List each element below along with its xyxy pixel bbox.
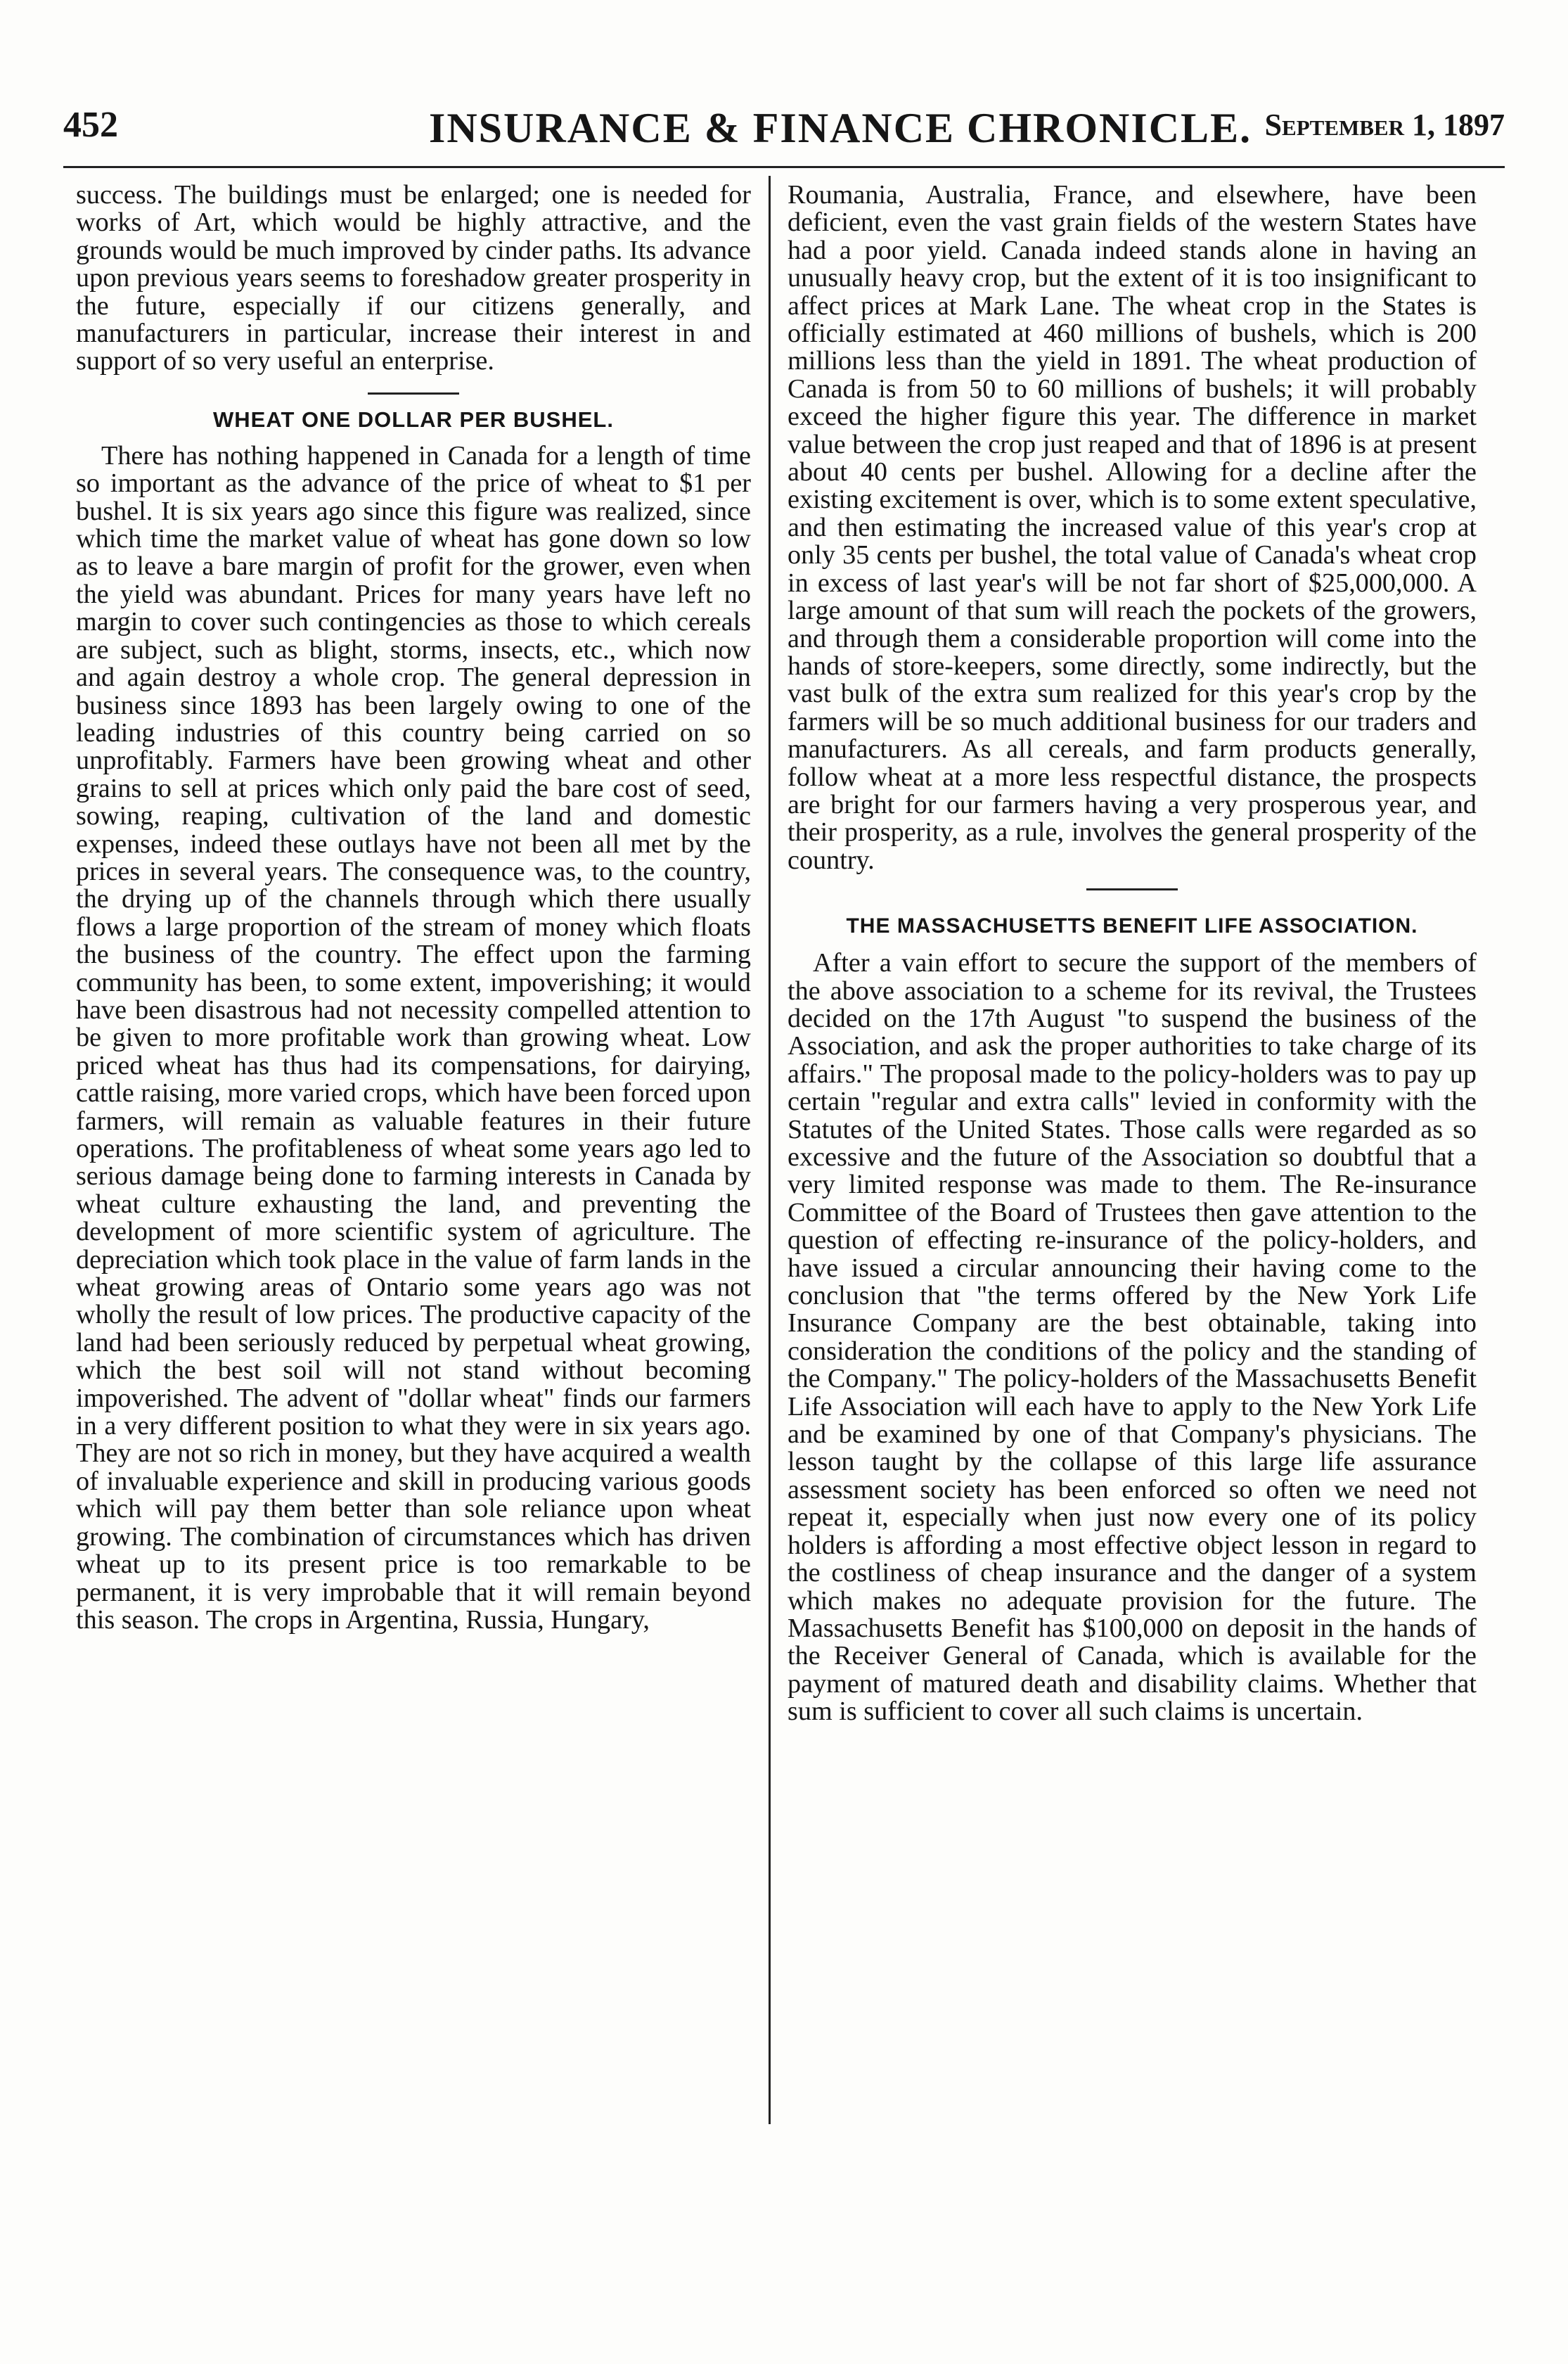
- article-heading-massachusetts: THE MASSACHUSETTS BENEFIT LIFE ASSOCIATION.: [846, 914, 1418, 938]
- right-column: [788, 181, 1477, 1726]
- issue-date: September 1, 1897: [1264, 108, 1505, 142]
- header-rule: [63, 166, 1505, 168]
- article-heading-wheat: WHEAT ONE DOLLAR PER BUSHEL.: [213, 407, 614, 432]
- continued-paragraph-right: Roumania, Australia, France, and elsewhere, have been deficient, even the vast grain fields of the western States have had a poor yield. Canada indeed stands alone in having an unusually heavy crop, but the extent of it is too insignificant to affect prices at Mark Lane. The wheat crop in the States is officially estimated at 460 millions of bushels, which is 200 millions less than the yield in 1891. The wheat production of Canada is from 50 to 60 millions of bushels; it will probably exceed the higher figure this year. The difference in market value between the crop just reaped and that of 1896 is at present about 40 cents per bushel. Allowing for a decline after the existing excitement is over, which is to some extent speculative, and then estimating the increased value of this year's crop at only 35 cents per bushel, the total value of Canada's wheat crop in excess of last year's will be not far short of $25,000,000. A large amount of that sum will reach the pockets of the growers, and through them a considerable proportion will come into the hands of store-keepers, some directly, some indirectly, but the vast bulk of the extra sum realized for this year's crop by the farmers will be so much additional business for our traders and manufacturers. As all cereals, and farm products generally, follow wheat at a more less respectful distance, the prospects are bright for our farmers having a very prosperous year, and their prosperity, as a rule, involves the general prosperity of the country.: [788, 180, 1477, 875]
- journal-title: INSURANCE & FINANCE CHRONICLE.: [429, 105, 1252, 151]
- page-number: 452: [63, 105, 118, 145]
- article-body-massachusetts: After a vain effort to secure the support of the members of the above association to a scheme for its revival, the Trustees decided on the 17th August "to suspend the business of the Association, and ask the proper authorities to take charge of its affairs." The proposal made to the policy-holders was to pay up certain "regular and extra calls" levied in conformity with the Statutes of the United States. Those calls were regarded as so excessive and the future of the Association so doubtful that a very limited response was made to them. The Re-insurance Committee of the Board of Trustees then gave attention to the question of effecting re-insurance of the policy-holders, and have issued a circular announcing their having come to the conclusion that "the terms offered by the New York Life Insurance Company are the best obtainable, taking into consideration the conditions of the policy and the standing of the Company." The policy-holders of the Massachusetts Benefit Life Association will each have to apply to the New York Life and be examined by one of that Company's physicians. The lesson taught by the collapse of this large life assurance assessment society has been enforced so often we need not repeat it, especially when just now every one of its policy holders is affording a most effective object lesson in regard to the costliness of cheap insurance and the danger of a system which makes no adequate provision for the future. The Massachusetts Benefit has $100,000 on deposit in the hands of the Receiver General of Canada, which is available for the payment of matured death and disability claims. Whether that sum is sufficient to cover all such claims is uncertain.: [788, 948, 1477, 1727]
- article-body-wheat: There has nothing happened in Canada for a length of time so important as the advance of the price of wheat to $1 per bushel. It is six years ago since this figure was realized, since which time the market value of wheat has gone down so low as to leave a bare margin of profit for the grower, even when the yield was abundant. Prices for many years have left no margin to cover such contingencies as those to which cereals are subject, such as blight, storms, insects, etc., which now and again destroy a whole crop. The general depression in business since 1893 has been largely owing to one of the leading industries of this country being carried on so unprofitably. Farmers have been growing wheat and other grains to sell at prices which only paid the bare cost of seed, sowing, reaping, cultivation of the land and domestic expenses, indeed these outlays have not been all met by the prices in several years. The consequence was, to the country, the drying up of the channels through which there usually flows a large proportion of the stream of money which floats the business of the country. The effect upon the farming community has been, to some extent, impoverishing; it would have been disastrous had not necessity compelled attention to be given to more profitable work than growing wheat. Low priced wheat has thus had its compensations, for dairying, cattle raising, more varied crops, which have been forced upon farmers, will remain as valuable features in their future operations. The profitableness of wheat some years ago led to serious damage being done to farming interests in Canada by wheat culture exhausting the land, and preventing the development of more scientific system of agriculture. The depreciation which took place in the value of farm lands in the wheat growing areas of Ontario some years ago was not wholly the result of low prices. The productive capacity of the land had been seriously reduced by perpetual wheat growing, which the best soil will not stand without becoming impoverished. The advent of "dollar wheat" finds our farmers in a very different position to what they were in six years ago. They are not so rich in money, but they have acquired a wealth of invaluable experience and skill in producing various goods which will pay them better than sole reliance upon wheat growing. The combination of circumstances which has driven wheat up to its present price is too remarkable to be permanent, it is very improbable that it will remain beyond this season. The crops in Argentina, Russia, Hungary,: [76, 440, 751, 1635]
- section-rule-right: [1086, 888, 1178, 890]
- continued-paragraph: success. The buildings must be enlarged; one is needed for works of Art, which would be highly attractive, and the grounds would be much improved by cinder paths. Its advance upon previous years seems to foreshadow greater prosperity in the future, especially if our citizens generally, and manufacturers in particular, increase their interest in and support of so very useful an enterprise.: [76, 180, 751, 376]
- left-column: [76, 181, 751, 1634]
- page-header: [63, 104, 1505, 160]
- column-divider: [769, 176, 771, 2124]
- section-rule: [368, 392, 459, 395]
